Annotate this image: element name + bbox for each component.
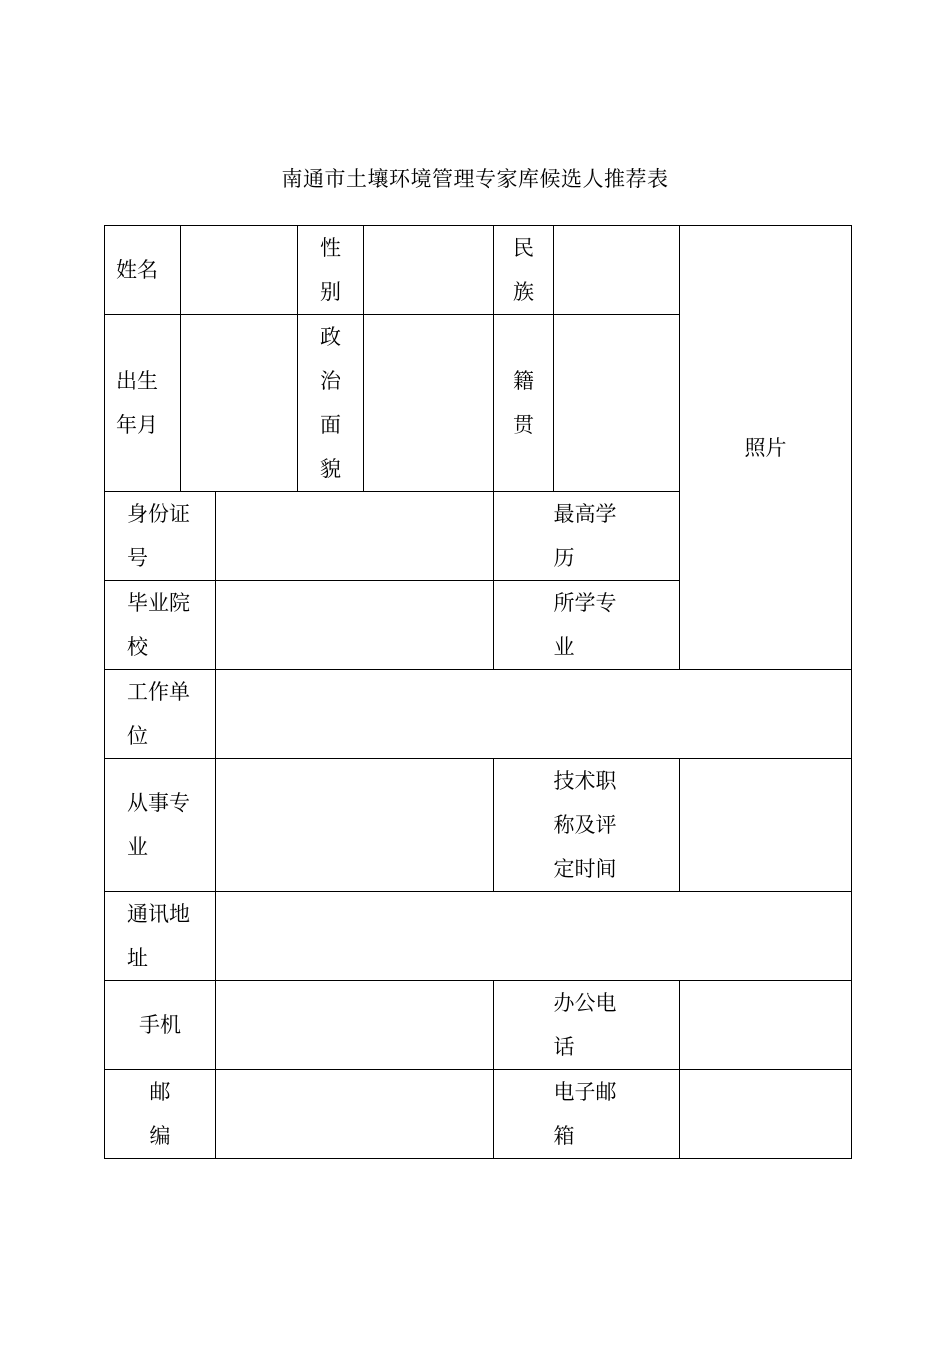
label-address: 通讯地址 xyxy=(105,892,216,981)
label-work-unit: 工作单位 xyxy=(105,670,216,759)
photo-box[interactable] xyxy=(680,226,852,670)
label-name: 姓名 xyxy=(105,226,181,315)
row-work-unit xyxy=(105,670,852,759)
label-profession: 从事专业 xyxy=(105,759,216,892)
field-ethnicity[interactable] xyxy=(554,226,680,315)
label-photo: 照片 xyxy=(744,435,787,460)
row-phone xyxy=(105,981,852,1070)
field-work-unit[interactable] xyxy=(216,670,852,759)
field-postcode[interactable] xyxy=(216,1070,494,1159)
row-address xyxy=(105,892,852,981)
field-gender[interactable] xyxy=(364,226,494,315)
label-education: 最高学历 xyxy=(494,492,680,581)
label-major: 所学专业 xyxy=(494,581,680,670)
row-profession xyxy=(105,759,852,892)
row-postcode xyxy=(105,1070,852,1159)
field-name[interactable] xyxy=(181,226,298,315)
field-political[interactable] xyxy=(364,315,494,492)
label-id-number: 身份证号 xyxy=(105,492,216,581)
field-title-rating[interactable] xyxy=(680,759,852,892)
field-birth[interactable] xyxy=(181,315,298,492)
label-ethnicity: 民族 xyxy=(494,226,554,315)
label-political: 政治面貌 xyxy=(298,315,364,492)
field-profession[interactable] xyxy=(216,759,494,892)
label-school: 毕业院校 xyxy=(105,581,216,670)
field-mobile[interactable] xyxy=(216,981,494,1070)
label-gender: 性别 xyxy=(298,226,364,315)
label-office-phone: 办公电话 xyxy=(494,981,680,1070)
label-title-rating: 技术职称及评定时间 xyxy=(494,759,680,892)
label-native-place: 籍贯 xyxy=(494,315,554,492)
form-title: 南通市土壤环境管理专家库候选人推荐表 xyxy=(281,167,669,191)
label-birth: 出生年月 xyxy=(105,315,181,492)
field-school[interactable] xyxy=(216,581,494,670)
field-native-place[interactable] xyxy=(554,315,680,492)
label-postcode: 邮编 xyxy=(105,1070,216,1159)
label-email: 电子邮箱 xyxy=(494,1070,680,1159)
field-address[interactable] xyxy=(216,892,852,981)
recommendation-form-table xyxy=(104,225,852,1159)
field-id-number[interactable] xyxy=(216,492,494,581)
row-name xyxy=(105,226,852,315)
label-mobile: 手机 xyxy=(105,981,216,1070)
field-email[interactable] xyxy=(680,1070,852,1159)
field-office-phone[interactable] xyxy=(680,981,852,1070)
